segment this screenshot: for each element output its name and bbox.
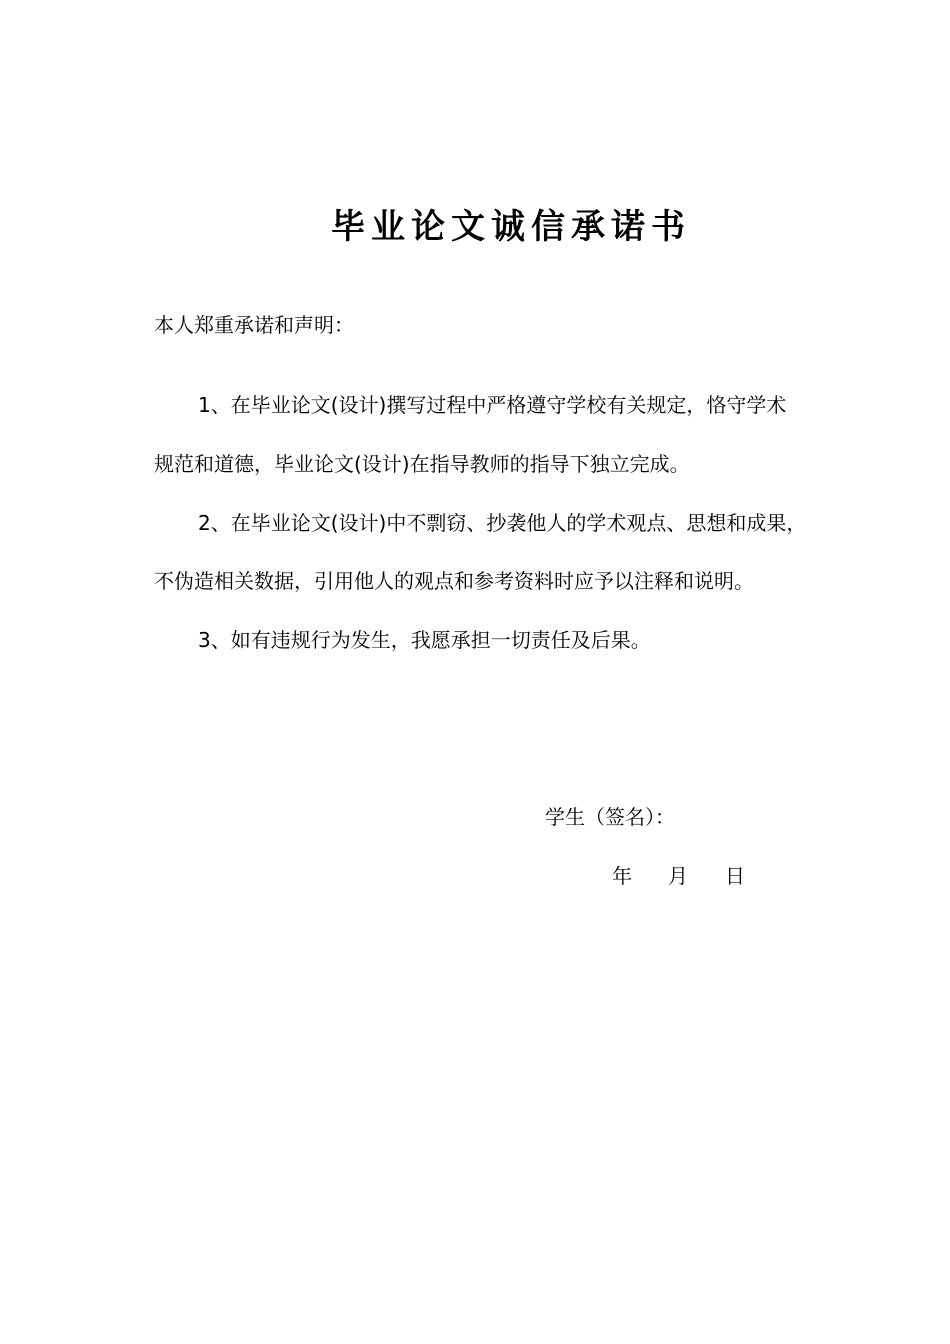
date-year-label: 年	[612, 864, 632, 888]
commitment-1-line-1: 1、在毕业论文(设计)撰写过程中严格遵守学校有关规定，恪守学术	[198, 393, 787, 417]
page-title: 毕业论文诚信承诺书	[331, 207, 691, 247]
signature-label: 学生（签名）：	[545, 805, 675, 829]
intro-statement: 本人郑重承诺和声明：	[154, 313, 354, 337]
date-month-label: 月	[668, 864, 688, 888]
commitment-2-line-1: 2、在毕业论文(设计)中不剽窃、抄袭他人的学术观点、思想和成果，	[198, 511, 807, 535]
date-day-label: 日	[725, 864, 745, 888]
commitment-3: 3、如有违规行为发生，我愿承担一切责任及后果。	[198, 628, 651, 652]
commitment-2-line-2: 不伪造相关数据，引用他人的观点和参考资料时应予以注释和说明。	[154, 569, 754, 593]
commitment-1-line-2: 规范和道德，毕业论文(设计)在指导教师的指导下独立完成。	[154, 452, 690, 476]
